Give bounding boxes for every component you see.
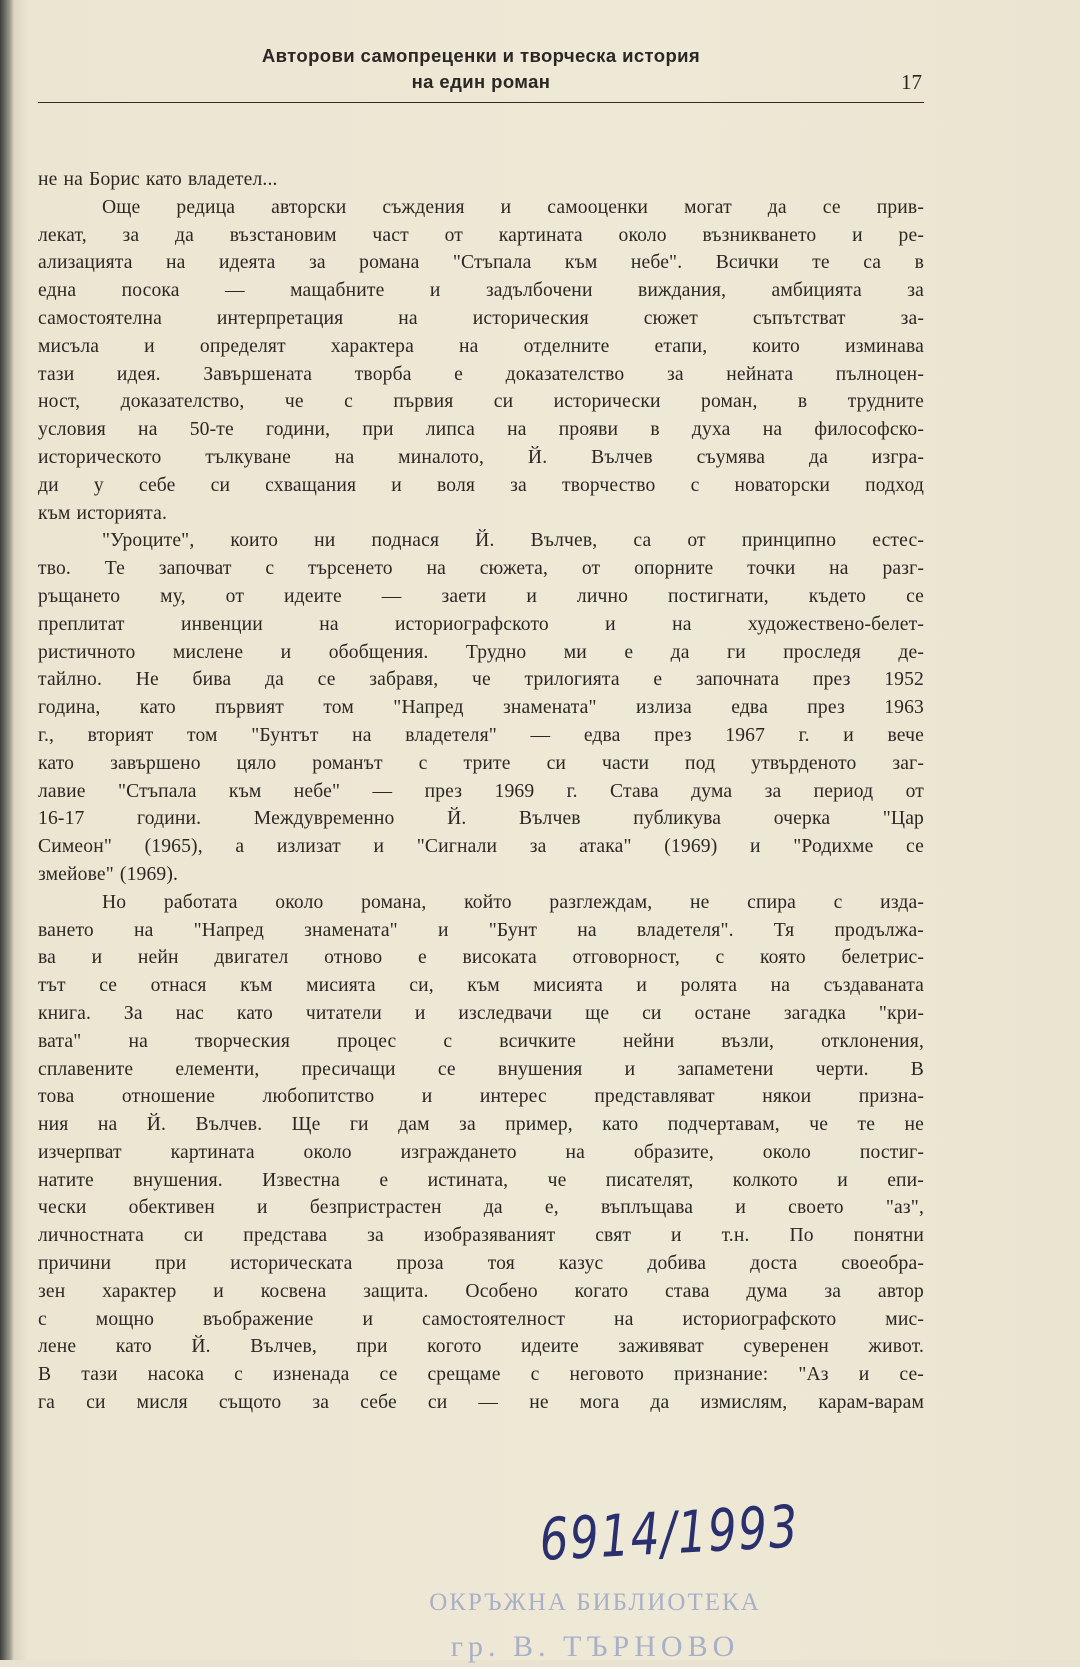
text-line: лавие "Стъпала към небе" — през 1969 г. Става дума за период от [38, 780, 924, 802]
handwritten-inventory-number: 6914/1993 [537, 1492, 801, 1574]
text-line: като завършено цяло романът с трите си части под утвърденото заг- [38, 752, 924, 774]
text-line: г., вторият том "Бунтът на владетеля" — едва през 1967 г. и вече [38, 724, 924, 746]
text-line: с мощно въображение и самостоятелност на историографското мис- [38, 1308, 924, 1330]
text-line: мисъла и определят характера на отделните етапи, които изминава [38, 335, 924, 357]
text-line: не на Борис като владетел... [38, 169, 278, 190]
page-number: 17 [901, 70, 922, 94]
text-line: ристичното мислене и обобщения. Трудно ми е да ги проследя де- [38, 641, 924, 663]
text-line: чески обективен и безпристрастен да е, въплъщава и своето "аз", [38, 1197, 924, 1219]
text-line: ва и нейн двигател отново е високата отговорност, с която белетрис- [38, 947, 924, 969]
text-line: преплитат инвенции на историографското и на художествено-белет- [38, 613, 924, 635]
text-line: Още редица авторски съждения и самооценки могат да се прив- [102, 196, 924, 218]
text-line: натите внушения. Известна е истината, че писателят, колкото и епи- [38, 1169, 924, 1191]
header-title-line-1: Авторови самопреценки и творческа история [261, 45, 701, 66]
text-line: ност, доказателство, че с първия си исторически роман, в трудните [38, 391, 924, 413]
text-line: вата" на творческия процес с всичките нейни възли, отклонения, [38, 1030, 924, 1052]
text-line: В тази насока с изненада се срещаме с неговото признание: "Аз и се- [38, 1364, 924, 1386]
text-line: историческото тълкуване на миналото, Й. Вълчев съумява да изгра- [38, 446, 924, 468]
text-line: ния на Й. Вълчев. Ще ги дам за пример, като подчертавам, че те не [38, 1114, 924, 1136]
text-line: лекат, за да възстановим част от картината около възникването и ре- [38, 224, 924, 246]
text-line: една посока — мащабните и задълбочени виждания, амбицията за [38, 280, 924, 302]
library-stamp [395, 1587, 795, 1667]
text-line: това отношение любопитство и интерес представляват някои призна- [38, 1086, 924, 1108]
text-line: ализацията на идеята за романа "Стъпала към небе". Всички те са в [38, 252, 924, 274]
text-line: причини при историческата проза тоя казус добива доста своеобра- [38, 1253, 924, 1275]
text-line: тайлно. Не бива да се забравя, че трилогията е започната през 1952 [38, 669, 924, 691]
text-line: личностната си представа за изобразяваният свят и т.н. По понятни [38, 1225, 924, 1247]
text-line: 16-17 години. Междувременно Й. Вълчев публикува очерка "Цар [38, 808, 924, 830]
library-stamp-line-1: ОКРЪЖНА БИБЛИОТЕКА [429, 1589, 761, 1616]
text-line: змейове" (1969). [38, 863, 179, 885]
text-line: Симеон" (1965), а излизат и "Сигнали за атака" (1969) и "Родихме се [38, 836, 924, 858]
text-line: тът се отнася към мисията си, към мисията и ролята на създаваната [38, 975, 924, 997]
text-line: зен характер и косвена защита. Особено когато става дума за автор [38, 1280, 924, 1302]
text-line: ръщането му, от идеите — заети и лично постигнати, където се [38, 585, 924, 607]
text-line: Но работата около романа, който разглеждам, не спира с изда- [102, 891, 924, 913]
text-line: тво. Те започват с търсенето на сюжета, от опорните точки на разг- [38, 558, 924, 580]
text-line: тази идея. Завършената творба е доказателство за нейната пълноцен- [38, 363, 924, 385]
text-line: към историята. [38, 502, 168, 524]
header-title-line-2: на един роман [411, 71, 551, 92]
text-line: книга. За нас като читатели и изследвачи ще си остане загадка "кри- [38, 1002, 924, 1024]
text-line: "Уроците", които ни поднася Й. Вълчев, са от принципно естес- [102, 530, 924, 552]
running-header [38, 38, 924, 103]
binding-edge [0, 0, 14, 1660]
library-stamp-line-2: гр. В. ТЪРНОВО [450, 1630, 740, 1663]
text-line: условия на 50-те години, при липса на прояви в духа на философско- [38, 419, 924, 441]
text-line: ди у себе си схващания и воля за творчество с новаторски подход [38, 474, 924, 496]
body-text [38, 166, 924, 1417]
text-line: лене като Й. Вълчев, при когото идеите заживяват суверенен живот. [38, 1336, 924, 1358]
text-line: самостоятелна интерпретация на историческия сюжет съпътстват за- [38, 307, 924, 329]
text-line: сплавените елементи, пресичащи се внушения и запаметени черти. В [38, 1058, 924, 1080]
text-line: ването на "Напред знамената" и "Бунт на владетеля". Тя продължа- [38, 919, 924, 941]
text-line: га си мисля същото за себе си — не мога да измислям, карам-варам [38, 1392, 924, 1414]
text-line: изчерпват картината около изграждането на образите, около постиг- [38, 1141, 924, 1163]
text-line: година, като първият том "Напред знамената" излиза едва през 1963 [38, 697, 924, 719]
